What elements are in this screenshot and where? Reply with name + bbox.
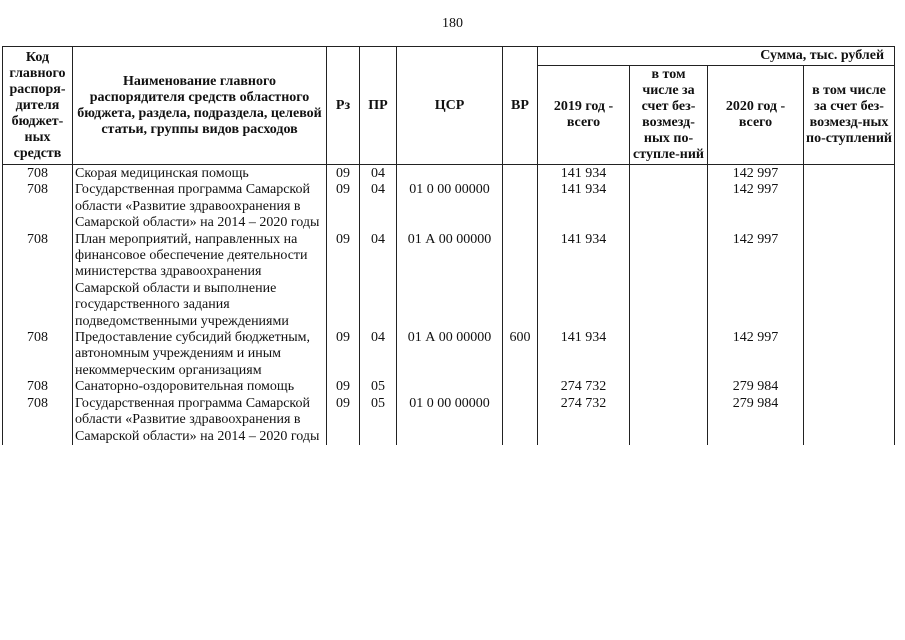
cell-2020-total: 142 997 bbox=[708, 182, 804, 231]
header-2020-total: 2020 год - всего bbox=[708, 66, 804, 165]
cell-2020-free bbox=[804, 330, 895, 379]
cell-rz: 09 bbox=[327, 379, 360, 395]
cell-2019-free bbox=[630, 379, 708, 395]
table-row bbox=[3, 165, 895, 183]
cell-pr: 04 bbox=[360, 330, 397, 379]
header-code: Код главного распоря-дителя бюджет-ных средств bbox=[3, 47, 73, 165]
table-header bbox=[3, 47, 895, 165]
cell-2019-total: 274 732 bbox=[538, 379, 630, 395]
cell-csr: 01 А 00 00000 bbox=[397, 330, 503, 379]
header-2019-total: 2019 год - всего bbox=[538, 66, 630, 165]
header-2019-free: в том числе за счет без-возмезд-ных по-ступле-ний bbox=[630, 66, 708, 165]
cell-csr bbox=[397, 165, 503, 183]
header-name: Наименование главного распорядителя средств областного бюджета, раздела, подраздела, целевой статьи, группы видов расходов bbox=[73, 47, 327, 165]
cell-2019-total: 141 934 bbox=[538, 165, 630, 183]
cell-name: Государственная программа Самарской области «Развитие здравоохранения в Самарской области» на 2014 – 2020 годы bbox=[73, 182, 327, 231]
header-rz: Рз bbox=[327, 47, 360, 165]
cell-2019-total: 141 934 bbox=[538, 330, 630, 379]
table-row bbox=[3, 330, 895, 379]
cell-vr bbox=[503, 182, 538, 231]
cell-name: Санаторно-оздоровительная помощь bbox=[73, 379, 327, 395]
cell-pr: 04 bbox=[360, 232, 397, 330]
cell-name: Государственная программа Самарской области «Развитие здравоохранения в Самарской области» на 2014 – 2020 годы bbox=[73, 396, 327, 445]
table-row bbox=[3, 396, 895, 445]
cell-rz: 09 bbox=[327, 396, 360, 445]
cell-rz: 09 bbox=[327, 330, 360, 379]
cell-csr: 01 0 00 00000 bbox=[397, 182, 503, 231]
cell-2020-total: 142 997 bbox=[708, 232, 804, 330]
cell-pr: 05 bbox=[360, 396, 397, 445]
cell-code: 708 bbox=[3, 330, 73, 379]
cell-code: 708 bbox=[3, 232, 73, 330]
cell-pr: 04 bbox=[360, 165, 397, 183]
header-2020-free: в том числе за счет без-возмезд-ных по-ступлений bbox=[804, 66, 895, 165]
cell-csr: 01 А 00 00000 bbox=[397, 232, 503, 330]
cell-2019-total: 141 934 bbox=[538, 232, 630, 330]
cell-pr: 05 bbox=[360, 379, 397, 395]
table-row bbox=[3, 232, 895, 330]
header-csr: ЦСР bbox=[397, 47, 503, 165]
table-body bbox=[3, 165, 895, 445]
cell-rz: 09 bbox=[327, 182, 360, 231]
page-number: 180 bbox=[442, 16, 463, 31]
header-sum-group: Сумма, тыс. рублей bbox=[538, 47, 895, 66]
table-row bbox=[3, 379, 895, 395]
cell-2019-total: 274 732 bbox=[538, 396, 630, 445]
cell-vr: 600 bbox=[503, 330, 538, 379]
cell-rz: 09 bbox=[327, 165, 360, 183]
header-pr: ПР bbox=[360, 47, 397, 165]
cell-2019-free bbox=[630, 232, 708, 330]
cell-2020-free bbox=[804, 232, 895, 330]
cell-2020-free bbox=[804, 165, 895, 183]
cell-code: 708 bbox=[3, 182, 73, 231]
cell-2019-free bbox=[630, 165, 708, 183]
cell-2020-total: 279 984 bbox=[708, 396, 804, 445]
cell-2019-free bbox=[630, 396, 708, 445]
cell-csr: 01 0 00 00000 bbox=[397, 396, 503, 445]
cell-code: 708 bbox=[3, 165, 73, 183]
cell-name: План мероприятий, направленных на финансовое обеспечение деятельности министерства здравоохранения Самарской области и выполнение государственного задания подведомственными учреждениями bbox=[73, 232, 327, 330]
cell-csr bbox=[397, 379, 503, 395]
cell-2020-total: 142 997 bbox=[708, 165, 804, 183]
header-vr: ВР bbox=[503, 47, 538, 165]
cell-2019-total: 141 934 bbox=[538, 182, 630, 231]
cell-2020-free bbox=[804, 379, 895, 395]
cell-code: 708 bbox=[3, 379, 73, 395]
cell-vr bbox=[503, 232, 538, 330]
cell-vr bbox=[503, 396, 538, 445]
cell-pr: 04 bbox=[360, 182, 397, 231]
cell-2020-total: 279 984 bbox=[708, 379, 804, 395]
cell-2020-free bbox=[804, 396, 895, 445]
table-row bbox=[3, 182, 895, 231]
cell-2019-free bbox=[630, 330, 708, 379]
cell-rz: 09 bbox=[327, 232, 360, 330]
cell-name: Скорая медицинская помощь bbox=[73, 165, 327, 183]
cell-code: 708 bbox=[3, 396, 73, 445]
cell-2020-total: 142 997 bbox=[708, 330, 804, 379]
cell-vr bbox=[503, 379, 538, 395]
cell-2020-free bbox=[804, 182, 895, 231]
cell-vr bbox=[503, 165, 538, 183]
cell-name: Предоставление субсидий бюджетным, автономным учреждениям и иным некоммерческим организациям bbox=[73, 330, 327, 379]
budget-table bbox=[2, 46, 895, 445]
cell-2019-free bbox=[630, 182, 708, 231]
